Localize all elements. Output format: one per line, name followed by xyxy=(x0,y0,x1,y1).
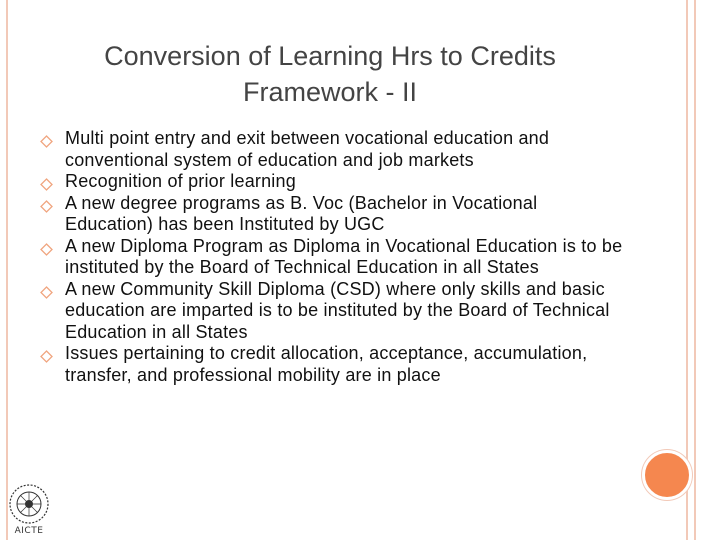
bullet-item xyxy=(40,171,630,193)
diamond-outline-icon xyxy=(40,347,53,360)
diamond-outline-icon xyxy=(40,283,53,296)
bullet-text: A new degree programs as B. Voc (Bachelor in Vocational Education) has been Instituted by UGC xyxy=(65,192,538,234)
slide-title xyxy=(40,38,620,110)
logo-label: AICTE xyxy=(14,526,44,536)
right-decorative-rule xyxy=(686,0,696,540)
diamond-outline-icon xyxy=(40,132,53,145)
bullet-item xyxy=(40,193,630,236)
diamond-outline-icon xyxy=(40,175,53,188)
bullet-item xyxy=(40,343,630,386)
diamond-outline-icon xyxy=(40,197,53,210)
bullet-list xyxy=(40,128,630,386)
slide-title-line-1: Conversion of Learning Hrs to Credits xyxy=(104,41,556,71)
bullet-item xyxy=(40,128,630,171)
bullet-text: Issues pertaining to credit allocation, acceptance, accumulation, transfer, and professional mobility are in place xyxy=(65,343,588,385)
bullet-item xyxy=(40,236,630,279)
diamond-outline-icon xyxy=(40,240,53,253)
bullet-text: A new Community Skill Diploma (CSD) where only skills and basic education are imparted is to be instituted by the Board of Technical Education in all States xyxy=(65,278,610,342)
bullet-text: Recognition of prior learning xyxy=(65,171,296,191)
left-decorative-rule xyxy=(6,0,8,540)
bullet-text: A new Diploma Program as Diploma in Vocational Education is to be instituted by the Board of Technical Education in all States xyxy=(65,235,623,277)
bullet-text: Multi point entry and exit between vocational education and conventional system of education and job markets xyxy=(65,128,550,170)
aicte-logo xyxy=(8,483,50,540)
slide-title-line-2: Framework - II xyxy=(242,77,417,107)
accent-circle xyxy=(642,450,692,500)
aicte-emblem-icon xyxy=(8,483,50,525)
bullet-item xyxy=(40,279,630,344)
